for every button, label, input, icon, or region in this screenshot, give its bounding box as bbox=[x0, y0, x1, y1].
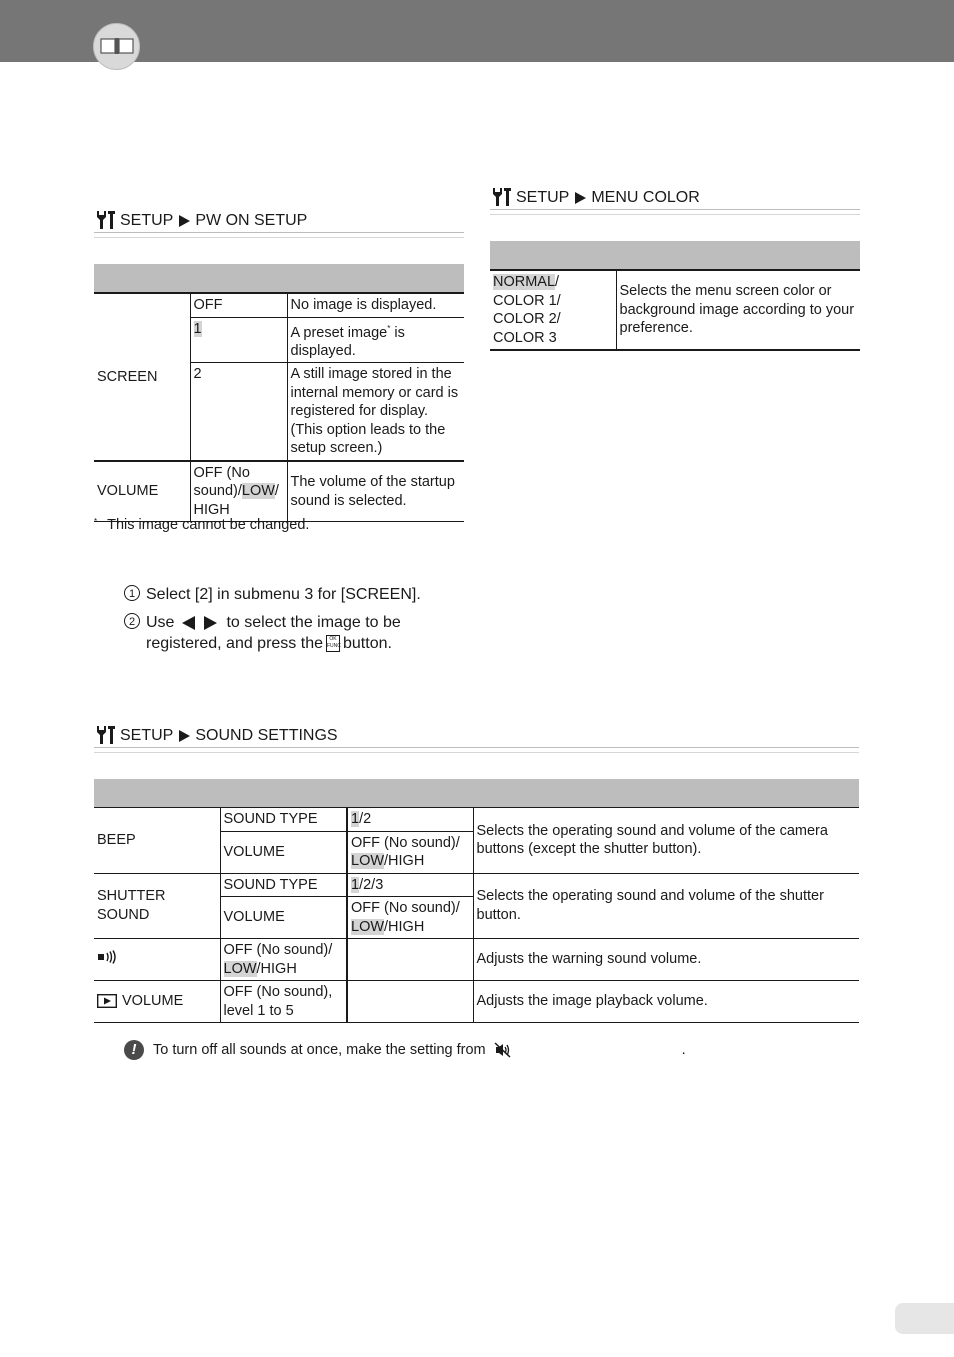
playback-volume-options: OFF (No sound), level 1 to 5 bbox=[220, 981, 347, 1023]
table-row bbox=[490, 270, 860, 350]
setup-tools-icon bbox=[490, 187, 512, 207]
shutter-description: Selects the operating sound and volume of the shutter button. bbox=[473, 873, 859, 939]
pw-on-setup-heading bbox=[94, 207, 464, 233]
table-row bbox=[94, 461, 464, 522]
table-row bbox=[94, 293, 464, 317]
header-bar bbox=[0, 0, 954, 62]
heading-setup-label: SETUP bbox=[120, 212, 174, 229]
sound-settings-heading bbox=[94, 722, 859, 748]
arrow-right-icon bbox=[204, 616, 217, 630]
warning-sound-options: OFF (No sound)/ LOW/HIGH bbox=[220, 939, 347, 981]
heading-setup-label: SETUP bbox=[120, 727, 174, 744]
beep-volume-label: VOLUME bbox=[220, 831, 347, 873]
step-number: 1 bbox=[124, 585, 140, 601]
triangle-right-icon bbox=[575, 192, 586, 204]
beep-label: BEEP bbox=[94, 808, 220, 874]
table-row bbox=[94, 939, 859, 981]
table-row bbox=[94, 808, 859, 832]
triangle-right-icon bbox=[179, 215, 190, 227]
setup-tools-icon bbox=[94, 210, 116, 230]
setup-tools-icon bbox=[94, 725, 116, 745]
menu-color-heading bbox=[490, 184, 860, 210]
step-2: 2 Use to select the image to be registered, and press the OK FUNC button. bbox=[124, 612, 421, 654]
book-icon bbox=[93, 23, 140, 70]
option-off: OFF bbox=[190, 293, 287, 317]
beep-sound-type-options: 1/2 bbox=[347, 808, 473, 832]
beep-volume-options: OFF (No sound)/ LOW/HIGH bbox=[347, 831, 473, 873]
step-number: 2 bbox=[124, 613, 140, 629]
caution-icon: ! bbox=[124, 1040, 144, 1060]
pw-on-setup-table bbox=[94, 264, 464, 522]
heading-sound-settings: SOUND SETTINGS bbox=[195, 727, 338, 744]
option-description: The volume of the startup sound is selected. bbox=[287, 461, 464, 522]
shutter-volume-label: VOLUME bbox=[220, 897, 347, 939]
mute-icon bbox=[494, 1042, 512, 1058]
option-description: No image is displayed. bbox=[287, 293, 464, 317]
volume-options: OFF (No sound)/LOW/ HIGH bbox=[190, 461, 287, 522]
heading-menu-color: MENU COLOR bbox=[591, 189, 700, 206]
playback-volume-label: VOLUME bbox=[122, 993, 184, 1010]
table-row bbox=[94, 873, 859, 897]
beep-description: Selects the operating sound and volume of the camera buttons (except the shutter button). bbox=[473, 808, 859, 874]
shutter-sound-type-label: SOUND TYPE bbox=[220, 873, 347, 897]
warning-sound-description: Adjusts the warning sound volume. bbox=[473, 939, 859, 981]
sound-settings-table bbox=[94, 779, 859, 1023]
ok-func-button-icon: OK FUNC bbox=[326, 635, 340, 652]
tip-note: ! To turn off all sounds at once, make the setting from . bbox=[124, 1040, 686, 1060]
register-steps bbox=[124, 584, 421, 661]
step-1: 1 Select [2] in submenu 3 for [SCREEN]. bbox=[124, 584, 421, 605]
option-description: A preset image* is displayed. bbox=[287, 317, 464, 363]
playback-volume-description: Adjusts the image playback volume. bbox=[473, 981, 859, 1023]
option-2: 2 bbox=[190, 363, 287, 461]
option-description: A still image stored in the internal memory or card is registered for display. (This option leads to the setup screen.) bbox=[287, 363, 464, 461]
footnote: * This image cannot be changed. bbox=[94, 517, 310, 533]
submenu2-volume: VOLUME bbox=[94, 461, 190, 522]
shutter-sound-label: SHUTTER SOUND bbox=[94, 873, 220, 939]
playback-icon bbox=[97, 994, 117, 1008]
shutter-sound-type-options: 1/2/3 bbox=[347, 873, 473, 897]
triangle-right-icon bbox=[179, 730, 190, 742]
menu-color-table bbox=[490, 241, 860, 351]
submenu2-screen: SCREEN bbox=[94, 293, 190, 461]
beep-sound-type-label: SOUND TYPE bbox=[220, 808, 347, 832]
heading-pw-on-setup: PW ON SETUP bbox=[195, 212, 308, 229]
table-row bbox=[94, 981, 859, 1023]
menu-color-options: NORMAL/ COLOR 1/ COLOR 2/ COLOR 3 bbox=[490, 270, 616, 350]
menu-color-description: Selects the menu screen color or background image according to your preference. bbox=[616, 270, 860, 350]
option-1: 1 bbox=[193, 320, 202, 337]
page-tab bbox=[895, 1303, 954, 1334]
warning-sound-icon bbox=[97, 950, 119, 964]
arrow-left-icon bbox=[182, 616, 195, 630]
heading-setup-label: SETUP bbox=[516, 189, 570, 206]
shutter-volume-options: OFF (No sound)/ LOW/HIGH bbox=[347, 897, 473, 939]
